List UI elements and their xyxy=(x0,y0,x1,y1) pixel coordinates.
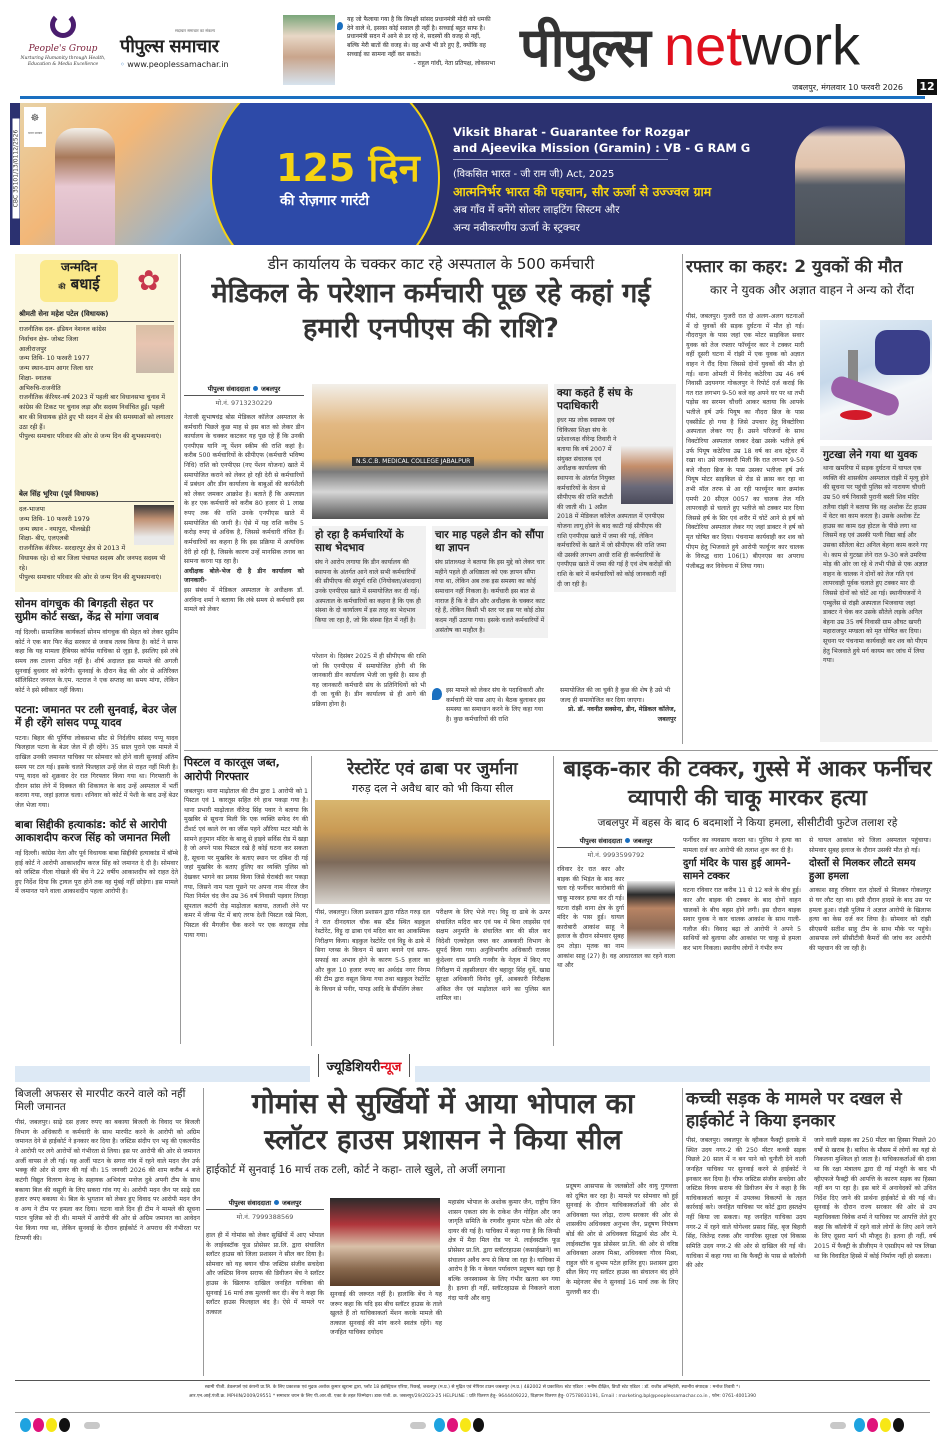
murder-subhead-3: दोस्तों से मिलकर लौटते समय हुआ हमला xyxy=(809,858,916,882)
column-divider xyxy=(203,1088,204,1376)
registration-marks-left xyxy=(20,1418,100,1432)
website-link[interactable]: ◦ www.peoplessamachar.in xyxy=(120,60,229,69)
column-divider xyxy=(682,1088,683,1376)
imprint-line-2: आर.एन.आई.पंजी.क्र. MPHIN/2009/29551 * समाचार चयन के लिए पी.आर.बी. एक्ट के तहत जिम्मेदार। डाक पंजी. क्र. जबलपुर/29/2023-25 HELPLINE : प्रति वितरण हेतु- 9644409222, विज्ञापन वितरण हेतु- 07578031191, Email : marketing.bpl@peoplessamachar.co.in , फोन: 0761-4001390 xyxy=(188,1394,757,1399)
murder-sub: जबलपुर में बहस के बाद 6 बदमाशों ने किया हमला, सीसीटीवी फुटेज तलाश रहे xyxy=(597,817,898,830)
restaurant-body-1: पीसं, जबलपुर। जिला प्रशासन द्वारा गठित गरुड़ दल ने रात दीनदयाल चौक बस स्टैंड स्थित बड़कुल रेस्टोरेंट, विट्टू दा ढाबा एवं मदिरा बार का आकस्मिक निरीक्षण किया। बड़कुल रेस्टोरेंट एवं विट्टू के ढाबे में बिना ग्लव्स के किचन में खाना बनाने एवं साफ-सफाई का अभाव होने के कारण 5-5 हजार का और कुल 10 हजार रुपए का अर्थदंड नगर निगम की टीम द्वारा वसूल किया गया तथा बड़कुल रेस्टोरेंट के किचन से पनीर, पापड़ आदि के सैंपलिंग लेकर xyxy=(315,909,430,993)
reporter-mobile: मो.नं. 9713230229 xyxy=(215,399,273,407)
news-item[interactable] xyxy=(15,598,178,696)
restaurant-headline: रेस्टोरेंट एवं ढाबा पर जुर्माना xyxy=(347,759,518,779)
birthday-person-2: बेल सिंह भूरिया (पूर्व विधायक) दल-भाजपा जन्म तिथि- 10 फरवरी 1979 जन्म स्थान - नयापुरा, भीलखेड़ी शिक्षा- बीए, एलएलबी राजनीतिक कॅरियर- सरदारपुर क्षेत्र से 2013 में विधायक रहे। दो बार जिला पंचायत सदस्य और जनपद सदस्य भी रहे। पीपुल्स समाचार परिवार की ओर से जन्म दिन की शुभकामनाएं। xyxy=(19,490,174,583)
judiciary-band-left xyxy=(15,1066,310,1082)
pm-photo xyxy=(795,125,905,245)
union-officials-box: क्या कहते हैं संघ के पदाधिकारी इधर मप्र लोक स्वास्थ्य एवं चिकित्सा शिक्षा संघ के प्रदेशाध्यक्ष वीरेन्द्र तिवारी ने बताया कि वर्ष 2007 में संयुक्त संचालक एवं अधीक्षक कार्यालय की स्थापना के अंतर्गत नियुक्त कर्मचारियों के वेतन से सीपीएफ की राशि कटौती की जाती थी। 1 अप्रैल 2018 में मेडिकल कॉलेज अस्पताल में एनपीएस योजना लागू होने के बाद काटी गई सीपीएफ की राशि एनपीएस खाते में जमा की गई, लेकिन कर्मचारियों के खाते में जो सीपीएफ की राशि जमा थी उसकी लगभग आधी राशि ही कर्मचारियों के एनपीएस खाते में जमा की गई है एवं शेष करोड़ों की राशि के बारे में कर्मचारियों को कोई जानकारी नहीं दी जा रही है। xyxy=(554,384,676,592)
footer-rule-2 xyxy=(15,1412,930,1413)
news-body: नई दिल्ली। सामाजिक कार्यकर्ता सोनम वांगचुक की सेहत को लेकर सुप्रीम कोर्ट ने एक बार फिर केंद्र सरकार से जवाब तलब किया है। कोर्ट ने साफ कहा कि यह मामला हैबियस कॉर्पस याचिका से जुड़ा है, इसलिए इसे लंबे समय तक टालना उचित नहीं है। शीर्ष अदालत इस मामले की अगली सुनवाई बुधवार को करेगी। सुनवाई के दौरान केंद्र की ओर से अतिरिक्त सॉलिसिटर जनरल के.एम. नटराज ने एक सप्ताह का समय मांगा, लेकिन कोर्ट ने इसे स्वीकार नहीं किया। xyxy=(15,629,178,694)
slaughterhouse-story[interactable] xyxy=(206,1086,680,1177)
lead-kicker: डीन कार्यालय के चक्कर काट रहे अस्पताल के 500 कर्मचारी xyxy=(267,255,595,273)
column-divider xyxy=(180,254,181,1044)
reporter-mobile: मो.नं. 7999388569 xyxy=(236,1213,294,1221)
murder-headline: बाइक-कार की टक्कर, गुस्से में आकर फर्नीचर व्यापारी की चाकू मारकर हत्या xyxy=(563,757,932,811)
black-dot-icon xyxy=(59,1418,70,1432)
section-title-hindi: पीपुल्स xyxy=(520,16,649,79)
yellow-dot-icon xyxy=(880,1418,891,1432)
bullet-dot-icon xyxy=(253,386,258,391)
dean-quote: इस मामले को लेकर संघ के पदाधिकारी और कर्मचारी मेरे पास आए थे। बैठक बुलाकर इस समस्या का समाधान करने के लिए कहा गया है। कुछ कर्मचारियों की राशि समायोजित की जा चुकी है कुछ की शेष है उसे भी जल्द ही समायोजित कर दिया जाएगा। प्रो. डॉ. नवनीत सक्सेना, डीन, मेडिकल कॉलेज, जबलपुर xyxy=(432,686,676,724)
gavel-photo xyxy=(330,1198,440,1286)
dean-quote-author: प्रो. डॉ. नवनीत सक्सेना, डीन, मेडिकल कॉलेज, जबलपुर xyxy=(568,706,676,723)
ad-scheme-hi: (विकसित भारत - जी राम जी) Act, 2025 xyxy=(453,169,615,180)
left-news-column xyxy=(15,598,178,897)
birthday-title: जन्मदिन की बधाई xyxy=(40,260,118,302)
ad-divider xyxy=(453,159,668,160)
black-dot-icon xyxy=(473,1418,484,1432)
yellow-dot-icon xyxy=(460,1418,471,1432)
accident-sub: कार ने युवक और अज्ञात वाहन ने अन्य को रौंदा xyxy=(709,283,915,297)
logo-icon xyxy=(50,12,76,38)
column-divider xyxy=(682,254,683,744)
slaughterhouse-col-4: प्रदूषण आसपास के जलस्रोतों और वायु गुणवत्ता को दूषित कर रहा है। मामले पर सोमवार को हुई सुनवाई के दौरान याचिकाकर्ताओं की ओर से अधिवक्ता यश लोढ़ा, राज्य सरकार की ओर से शासकीय अधिवक्ता अनुभव जैन, प्रदूषण नियंत्रण बोर्ड की ओर से अधिवक्ता सिद्धार्थ सेठ और मे. लाईवस्टॉक फूड प्रोसेसर प्रा.लि. की ओर से वरिष्ठ अधिवक्ता अजय मिश्रा, अधिवक्ता गौरव मिश्रा, राहुल चौरे व शुभम पटेल हाजिर हुए। प्रशासन द्वारा सील किए गए स्लॉटर हाउस का संचालन बंद होने के मद्देनजर बेंच ने सुनवाई 16 मार्च तक के लिए मुल्तवी कर दी। xyxy=(566,1183,678,1296)
restaurant-story[interactable] xyxy=(315,756,550,1004)
ad-side-code: CBC 35101/13/0112/2526 xyxy=(13,119,20,219)
lead-body-superintendent: इस संबंध में मेडिकल अस्पताल के अधीक्षक डॉ. अरविन्द शर्मा ने बताया कि लंबे समय से कर्मचारी इस मामले को लेकर xyxy=(184,586,304,614)
flower-basket-icon: ✿ xyxy=(137,264,161,297)
emblem-icon: ☸ भारत सरकार xyxy=(24,107,46,147)
registration-marks-right xyxy=(830,1418,904,1432)
cyan-dot-icon xyxy=(854,1418,865,1432)
person-1-details: राजनीतिक दल- इंडियन नेशनल कांग्रेस निर्वाचन क्षेत्र- जोबट जिला आलीराजपुर जन्म तिथि- 10 फरवरी 1977 जन्म स्थान-ग्राम आगर जिला धार शिक्षा- स्नातक अभिरुचि-राजनीति xyxy=(19,326,107,392)
electricity-body: पीसं, जबलपुर। साढ़े दस हजार रुपए का बकाया बिजली के विवाद पर बिजली विभाग के अधिकारी व कर्मचारी के साथ मारपीट करने के आरोपी को अग्रिम जमानत देने से हाईकोर्ट ने इनकार कर दिया है। जस्टिस संदीप एन भट्ट की एकलपीठ ने आरोपी पर लगे आरोपों को गंभीरता से लिया। इस पर आरोपी की ओर से जमानत अर्जी वापस ले ली गई। यह अर्जी पाटन के सगरा गांव में रहने वाले मदन जैन उर्फ भक्कू की ओर से दायर की गई थी। 15 जनवरी 2026 की शाम करीब 4 बजे कटंगी विद्युत वितरण केन्द्र के सहायक अभियंता मनोज दुबे अपनी टीम के साथ बकाया बिल की वसूली के लिए सकरा गांव गए थे। आरोपी मदन जैन पर साढ़े दस हजार रुपए बकाया थे। बिल के भुगतान को लेकर हुए विवाद पर आरोपी मदन जैन व अन्य ने टीम पर हमला कर दिया। घटना वाले दिन ही टीम ने मामले की सूचना पाटन पुलिस को दी थी। मामले में आरोपी की ओर से अग्रिम जमानत का आवेदन पेश किया गया था, लेकिन सुनवाई के दौरान हाईकोर्ट ने अपराध की गंभीरता पर टिप्पणी की। xyxy=(15,1119,200,1242)
yellow-dot-icon xyxy=(46,1418,57,1432)
slaughterhouse-col-3: महासंघ भोपाल के अशोक कुमार जैन, राष्ट्रीय जिन शासन एकता संघ के राकेश जैन गोहिल और जन जागृति समिति के रणवीर कुमार पटेल की ओर से दायर की गई है। याचिका में कहा गया है कि जिन्सी क्षेत्र में मैदा मिल रोड पर मे. लाईवस्टॉक फूड प्रोसेसर प्रा.लि. द्वारा स्लॉटरहाउस (कसाईखाने) का संचालन अवैध रूप से किया जा रहा है। याचिका में आरोप है कि न केवल पर्यावरण प्रदूषण बढ़ा रहा है बल्कि जनस्वास्थ्य के लिए गंभीर खतरा बन गया है। इतना ही नहीं, स्लॉटरहाउस से निकलने वाला गंदा पानी और वायु xyxy=(448,1199,560,1303)
person-1-name: श्रीमती सेना महेश पटेल (विधायक) xyxy=(19,310,174,322)
kachchi-road-body-1: पीसं, जबलपुर। जबलपुर के व्हीकल फैक्ट्री इलाके में स्थित उदय नगर-2 की 250 मीटर कच्ची सड़क पिछले 20 साल में न बन पाने को चुनौती देने वाली जनहित याचिका पर सुनवाई करने से हाईकोर्ट ने इनकार कर दिया है। चीफ जस्टिस संजीव सचदेवा और जस्टिस विनय सराफ की डिवीजन बेंच ने कहा है कि याचिकाकर्ता कानून में उपलब्ध विकल्पों के तहत कार्रवाई करे। जनहित याचिका पर कोर्ट द्वारा हस्तक्षेप नहीं किया जा सकता। यह जनहित याचिका उदय नगर-2 में रहने वाले योगेश्वर प्रसाद सिंह, बृज बिहारी सिंह, जितेन्द्र रजक और नागरिक सुरक्षा एवं विकास समिति उदय नगर-2 की ओर से दाखिल की गई थी। याचिका में कहा गया था कि फैक्ट्री के पास से कॉलोनी की ओर xyxy=(686,1137,806,1270)
pistol-body: जबलपुर। थाना माढ़ोताल की टीम द्वारा 1 आरोपी को 1 पिस्टल एवं 1 कारतूस सहित रंगे हाथ पकड़ा गया है। थाना प्रभारी माढ़ोताल वीरेन्द्र सिंह पवार ने बताया कि मुखबिर से सूचना मिली कि एक व्यक्ति सफेद रंग की टीशर्ट एवं काले रंग का जींस पहने औरिया मटर मंडी के सामने हनुमान मंदिर के बाजू से हाइवे सर्विस रोड में खड़ा है जो अपने पास पिस्टल रखे है कोई घटना कर सकता है, सूचना पर मुखबिर के बताए स्थान पर दबिश दी गई जहां मुखबिर के बताए हुलिए का व्यक्ति पुलिस को देखकर भागने का प्रयास किया जिसे घेराबंदी कर पकड़ा गया, जिसने नाम पता पूछने पर अपना नाम नीरज जैन पिता निर्मल चंद जैन उम्र 36 वर्ष निवासी पड़वार तिराहा सूपताल कटंगी रोड़ माढ़ोताल बताया, तलाशी लेने पर कमर में जीन्स पेंट में बाएं तरफ देशी पिस्टल रखे मिला, पिस्टल की मैगजीन चैक करने पर एक कारतूस लोड पाया गया। xyxy=(184,787,308,939)
masthead xyxy=(0,0,945,100)
reporter-mobile: मो.नं. 9993599792 xyxy=(587,851,645,860)
restaurant-sub: गरुड़ दल ने अवैध बार को भी किया सील xyxy=(351,782,514,795)
section-title-work: work xyxy=(741,13,861,77)
section-title xyxy=(520,8,860,82)
group-name: People's Group xyxy=(28,44,98,54)
dateline: जबलपुर, मंगलवार 10 फरवरी 2026 xyxy=(792,83,903,92)
quote-mark-icon xyxy=(337,22,343,30)
judiciary-band-right xyxy=(415,1066,930,1082)
discrimination-box: हो रहा है कर्मचारियों के साथ भेदभाव संघ ने आरोप लगाया कि डीन कार्यालय की स्थापना के अंतर्गत आने वाले सभी कर्मचारियों की सीपीएफ की संपूर्ण राशि (नियोक्ता/अंशदान) उनके एनपीएस खाते में समायोजित कर दी गई। अस्पताल के कर्मचारियों का कहना है कि एक ही संस्था के दो कार्यालय में इस तरह का भेदभाव किया जा रहा है, जो कि संस्था हित में नहीं है। xyxy=(312,526,426,629)
lead-col-1 xyxy=(184,384,304,615)
column-divider xyxy=(553,756,554,1046)
accident-headline: रफ्तार का कहर: 2 युवकों की मौत xyxy=(686,257,903,277)
news-item[interactable] xyxy=(15,704,178,811)
column-divider xyxy=(311,756,312,1046)
magenta-dot-icon xyxy=(867,1418,878,1432)
news-item[interactable] xyxy=(15,819,178,897)
news-headline: पटना: जमानत पर टली सुनवाई, बेउर जेल में ही रहेंगे सांसद पप्पू यादव xyxy=(15,703,177,729)
accident-illustration xyxy=(820,320,932,440)
pistol-headline: पिस्टल व कारतूस जब्त, आरोपी गिरफ्तार xyxy=(184,756,280,783)
black-dot-icon xyxy=(893,1418,904,1432)
news-body: नई दिल्ली। कांग्रेस नेता और पूर्व विधायक बाबा सिद्दीकी हत्याकांड में बॉम्बे हाई कोर्ट ने आरोपी आकाशदीप करज सिंह को जमानत दे दी है। सोमवार को जस्टिस नीला गोखले की बेंच ने 22 वर्षीय आकाशदीप को राहत देते हुए निर्देश दिया कि ट्रायल पूरा होने तक वह मुंबई नहीं छोड़ेगा। इस मामले में जमानत पाने वाला आकाशदीप पहला आरोपी है। xyxy=(15,849,178,896)
imprint-line-1: स्वामी पीजी. डेवलपर्स एवं कंपनी प्रा.लि. के लिए प्रकाशक एवं मुद्रक अशोक कुमार खुराना द्वारा, प्लॉट 18 इंडस्ट्रियल एरिया, रिछाई, जबलपुर (म.प्र.) से मुद्रित एवं नेपियर टाउन जबलपुर (म.प्र.) 482002 से प्रकाशित। स्टेट एडिटर : मनीष दीक्षित, डिप्टी स्टेट एडिटर : डॉ. राजीव अग्निहोत्री, स्थानीय संपादक : मनोज तिवारी *। xyxy=(204,1385,741,1390)
kachchi-road-headline: कच्ची सड़क के मामले पर दखल से हाईकोर्ट ने किया इनकार xyxy=(686,1089,902,1132)
globe-icon: ◦ xyxy=(120,60,128,69)
judiciary-section-label: ज्यूडिशियरीन्यूज xyxy=(318,1054,410,1077)
person-2-wish: पीपुल्स समाचार परिवार की ओर से जन्म दिन की शुभकामनाएं। xyxy=(19,574,162,582)
lead-story[interactable] xyxy=(184,254,678,746)
paper-name: पीपुल्स समाचार xyxy=(120,36,219,57)
quote-author: - राहुल गांधी, नेता प्रतिपक्ष, लोकसभा xyxy=(413,60,495,68)
blood-shape xyxy=(840,410,872,420)
ad-slogan: आत्मनिर्भर भारत की पहचान, सौर ऊर्जा से उज्ज्वल ग्राम xyxy=(453,184,712,199)
murder-story[interactable]: बाइक-कार की टक्कर, गुस्से में आकर फर्नीचर व्यापारी की चाकू मारकर हत्या जबलपुर में बहस के बाद 6 बदमाशों ने किया हमला, सीसीटीवी फुटेज तलाश रहे पीपुल्स संवाददाता जबलपुर मो.नं. 9993599792 रविवार देर रात कार और बाइक की भिड़ंत के बाद कार चला रहे फर्नीचर कारोबारी की चाकू मारकर हत्या कर दी गई। घटना रांझी थाना क्षेत्र के दुर्गा मंदिर के पास हुई। घायल कारोबारी आकांश साहू ने इलाज के दौरान सोमवार सुबह दम तोड़ा। मृतक का नाम आकांश साहू (27) है। वह आधारताल का रहने वाला था और फर्नीचर का व्यवसाय करता था। पुलिस ने हत्या का मामला दर्ज कर आरोपी की तलाश शुरू कर दी है। दुर्गा मंदिर के पास हुई आमने-सामने टक्कर घटना रविवार रात करीब 11 से 12 बजे के बीच हुई। कार और बाइक की टक्कर के बाद दोनों वाहन चालकों के बीच बहस होने लगी। इस दौरान बाइक सवार युवक ने कार चालक आकांश के साथ गाली-गलौज की। विवाद बढ़ा तो आरोपी ने अपने 5 साथियों को बुलाया और आकांश पर चाकू से हमला कर भाग निकला। स्थानीय लोगों ने गंभीर रूप से घायल आकांश को जिला अस्पताल पहुंचाया। सोमवार सुबह इलाज के दौरान उसकी मौत हो गई। दोस्तों से मिलकर लौटते समय हुआ हमला आकाश साहू रविवार रात दोस्तों से मिलकर गोकलपुर से घर लौट रहा था। इसी दौरान हादसे के बाद उस पर हमला हुआ। रांझी पुलिस ने अज्ञात आरोपी के खिलाफ हत्या का केस दर्ज कर लिया है। सोमवार को रांझी सीएसपी सतीश साहू टीम के साथ मौके पर पहुंचे। आसपास लगे सीसीटीवी कैमरों की जांच कर आरोपी की पहचान की जा रही है। xyxy=(557,756,938,971)
lead-subhead-superintendent: अधीक्षक बोले-भेज दी है डीन कार्यालय को जानकारी- xyxy=(184,567,304,585)
slaughterhouse-col-1: पीपुल्स संवाददाता जबलपुर मो.नं. 7999388569 हाल ही में गोमांस को लेकर सुर्खियों में आए भोपाल के लाईवस्टॉक फूड प्रोसेसर प्रा.लि. द्वारा संचालित स्लॉटर हाउस को जिला प्रशासन ने सील कर दिया है। सोमवार को यह बयान चीफ जस्टिस संजीव सचदेवा और जस्टिस विनय सराफ की डिवीजन बेंच ने स्लॉटर हाउस के खिलाफ दाखिल जनहित याचिका की सुनवाई 16 मार्च तक मुल्तवी कर दी। बेंच ने कहा कि स्लॉटर हाउस फिलहाल बंद है। ऐसे में मामले पर तत्काल xyxy=(206,1199,324,1316)
ad-days-sub: की रोज़गार गारंटी xyxy=(280,193,370,209)
vehicle-shape xyxy=(875,330,930,375)
slaughterhouse-headline: गोमांस से सुर्खियों में आया भोपाल का स्लॉटर हाउस प्रशासन ने किया सील xyxy=(251,1087,635,1157)
quote-photo xyxy=(283,15,335,85)
slaughterhouse-col-2: सुनवाई की जरूरत नहीं है। हालांकि बेंच ने यह जरूर कहा कि यदि इस बीच स्लॉटर हाउस के ताले खुलते हैं तो याचिकाकर्ता मेंशन करके मामले की तत्काल सुनवाई की मांग करने स्वतंत्र रहेंगे। यह जनहित याचिका दयोदय xyxy=(330,1291,442,1337)
gray-pill-icon xyxy=(410,1422,426,1429)
leader-quote xyxy=(347,16,495,67)
ad-days-big: 125 दिन xyxy=(276,146,420,190)
photo-sign: N.S.C.B. MEDICAL COLLEGE JABALPUR xyxy=(352,457,474,466)
lead-body-1: नेताजी सुभाषचंद्र बोस मेडिकल कॉलेज अस्पताल के कर्मचारी पिछले कुछ माह से इस बात को लेकर डीन कार्यालय के चक्कर काटकर यह पूछ रहे हैं कि उनकी एनपीएस यानि न्यू पेंशन स्कीम की राशि कहां है। करीब 500 कर्मचारियों के सीपीएफ (कर्मचारी भविष्य निधि) राशि को एनपीएस (नए पेंशन योजना) खाते में समायोजित कराने को लेकर हो रही देरी से कर्मचारियों में प्रबंधन और डीन कार्यालय के बाबुओं की कार्यशैली को लेकर जमकर आक्रोश है। बताते हैं कि अस्पताल के हर एक कर्मचारी को करीब 80 हजार से 1 लाख रुपए तक की राशि उनके एनपीएस खाते में समायोजित की जानी है। ऐसे में यह राशि करीब 5 करोड़ रुपए से अधिक है, जिससे कर्मचारी वंचित हैं। कर्मचारियों का कहना है कि इस प्रक्रिया में अत्यधिक देरी हो रही है, जिसके कारण उन्हें मानसिक तनाव का सामना करना पड़ रहा है। xyxy=(184,414,304,566)
medical-college-photo xyxy=(312,384,548,519)
lead-col-2: परेशान थे। दिसंबर 2025 में ही सीपीएफ की राशि जो कि एनपीएस में समायोजित होनी थी कि जानकारी डीन कार्यालय भेजी जा चुकी है। साथ ही यह जानकारी कर्मचारी संघ के प्रतिनिधियों को भी दी जा चुकी है। डीन कार्यालय से ही आगे की प्रक्रिया होना है। xyxy=(312,653,426,709)
person-2-photo xyxy=(134,505,174,545)
quote-text: यह जो फैलाया गया है कि विपक्षी सांसद प्रधानमंत्री मोदी को धमकी देने वाले थे, इसका कोई सवाल ही नहीं है। सच्चाई बहुत साफ है। प्रधानमंत्री सदन में आने से डर रहे थे, सदस्यों की वजह से नहीं, बल्कि मेरी बातों की वजह से। वह अभी भी डरे हुए हैं, क्योंकि वह सच्चाई का सामना नहीं कर सकते। xyxy=(347,16,491,58)
news-headline: सोनम वांगचुक की बिगड़ती सेहत पर सुप्रीम कोर्ट सख्त, केंद्र से मांगा जवाब xyxy=(15,598,159,624)
electricity-headline: बिजली अफसर से मारपीट करने वाले को नहीं मिली जमानत xyxy=(15,1088,186,1114)
magenta-dot-icon xyxy=(33,1418,44,1432)
accident-story[interactable] xyxy=(686,254,938,746)
peoples-group-logo[interactable] xyxy=(18,12,108,87)
quote-mark-icon xyxy=(432,688,442,700)
electricity-story[interactable] xyxy=(15,1088,200,1243)
murder-body-1: रविवार देर रात कार और बाइक की भिड़ंत के बाद कार चला रहे फर्नीचर कारोबारी की चाकू मारकर हत्या कर दी गई। घटना रांझी थाना क्षेत्र के दुर्गा मंदिर के पास हुई। घायल कारोबारी आकांश साहू ने इलाज के दौरान सोमवार सुबह दम तोड़ा। मृतक का नाम आकांश साहू (27) है। वह आधारताल का रहने वाला था और xyxy=(557,866,675,970)
bullet-dot-icon xyxy=(625,838,630,843)
birthday-box xyxy=(15,254,178,592)
registration-marks-center xyxy=(410,1418,484,1432)
ad-scheme-en-1: Viksit Bharat - Guarantee for Rozgar xyxy=(453,125,690,139)
news-headline: बाबा सिद्दीकी हत्याकांड: कोर्ट से आरोपी आकाशदीप करज सिंह को जमानत मिली xyxy=(15,818,170,844)
person-1-photo xyxy=(136,325,174,373)
kachchi-road-story[interactable] xyxy=(686,1088,938,1271)
page-number: 12 xyxy=(917,79,937,95)
pistol-story[interactable] xyxy=(184,756,308,940)
restaurant-body-2: परीक्षण के लिए भेजे गए। विट्टू दा ढाबे के ऊपर संचालित मदिरा बार एवं पब में बिना लाइसेंस एवं सक्षम अनुमति के संचालित बार की सील कर विदेशी एल्कोहल जब्त कर आबकारी विभाग के सुपर्द किया गया। अनुविभागीय अधिकारी राजस्व कुंदेश्वर धाम प्रगति गनवीर के नेतृत्व में किए गए निरीक्षण में तहसीलदार वीर बहादुर सिंह धुर्वे, खाद्य सुरक्षा अधिकारी विनोद धुर्वे, आबकारी निरीक्षक अंकित जैन एवं माढ़ोताल थाने का पुलिस बल शामिल था। xyxy=(436,909,550,1003)
victim-photo xyxy=(627,881,675,949)
cyan-dot-icon xyxy=(434,1418,445,1432)
restaurant-photo xyxy=(315,800,550,904)
virendra-tiwari-photo xyxy=(621,446,673,504)
person-1-career: राजनीतिक कॅरियर-वर्ष 2023 में पहली बार विधानसभा चुनाव में कांग्रेस की टिकट पर चुनाव लड़ा और सदस्य निर्वाचित हुईं। पहली बार की विधायक होते हुए भी सदन में क्षेत्र की समस्याओं को लगातार उठा रही हैं। xyxy=(19,394,174,431)
person-1-wish: पीपुल्स समाचार परिवार की ओर से जन्म दिन की शुभकामनाएं। xyxy=(19,433,162,441)
byline: पीपुल्स संवाददाता जबलपुर xyxy=(557,836,675,848)
group-tagline: Nurturing Humanity through Health, Education & Media Excellence xyxy=(20,56,106,67)
ad-banner[interactable] xyxy=(10,103,932,245)
ad-scheme-en-2: and Ajeevika Mission (Gramin) : VB - G RAM G xyxy=(453,141,751,155)
person-2-name: बेल सिंह भूरिया (पूर्व विधायक) xyxy=(19,490,174,502)
paper-logo[interactable] xyxy=(120,28,270,69)
slaughterhouse-sub: हाईकोर्ट में सुनवाई 16 मार्च तक टली, कोर्ट ने कहा- ताले खुले, तो अर्जी लगाना xyxy=(206,1163,506,1176)
gray-pill-icon xyxy=(84,1422,100,1429)
lead-headline: मेडिकल के परेशान कर्मचारी पूछ रहे कहां गई हमारी एनपीएस की राशि? xyxy=(211,278,651,345)
cyan-dot-icon xyxy=(20,1418,31,1432)
byline: पीपुल्स संवाददाता जबलपुर xyxy=(206,1198,324,1210)
birthday-person-1 xyxy=(19,310,174,442)
memorandum-box: चार माह पहले डीन को सौंपा था ज्ञापन संघ प्रांताध्यक्ष ने बताया कि इस मुद्दे को लेकर चार महीने पहले ही अधिष्ठाता को एक ज्ञापन सौंपा गया था, लेकिन अब तक इस समस्या का कोई समाधान नहीं निकला है। कर्मचारी इस बात से नाराज हैं कि वे डीन और अधीक्षक के चक्कर काट रहे हैं, लेकिन किसी भी स्तर पर इस पर कोई ठोस कदम नहीं उठाया गया। इसके चलते कर्मचारियों में असंतोष का माहौल है। xyxy=(432,526,548,638)
byline: पीपुल्स संवाददाता जबलपुर xyxy=(184,384,304,396)
accident-body: पीसं, जबलपुर। गुजरी रात दो अलग-अलग घटनाओं में दो युवकों की सड़क दुर्घटना में मौत हो गई। नौदरापुल के पास जहां एक मोटर साइकिल सवार युवक को तेज रफ्तार फॉर्च्यूनर कार ने टक्कर मारी वहीं दूसरी घटना में रांझी में एक युवक को अज्ञात वाहन ने रौंद दिया जिससे दोनों युवकों की मौत हो गई। थाना ओमती में विनोद कठेरिया उम्र 46 वर्ष निवासी उदयनगर गोकलपुर ने रिपोर्ट दर्ज कराई कि गत रात लगभग 9-50 बजे वह अपने घर पर था तभी पड़ोस का सरमन चौधरी आकर बताया कि आपके भतीजे हर्ष उर्फ पियूष का नौदरा ब्रिज के पास एक्सीडेंट हो गया है जिसे उपचार हेतु विक्टोरिया अस्पताल लेकर गए हैं। उसने परिजनों के साथ विक्टोरिया अस्पताल जाकर देखा उसके भतीजे हर्ष उर्फ पियूष कठेरिया उम्र 18 वर्ष का शव स्ट्रेचर में रखा था। उसे जानकारी मिली कि रात लगभग 9-50 बजे नौदरा ब्रिज के पास उसका भतीजा हर्ष उर्फ पियूष मोटर साइकिल से रोड से क्रास कर रहा था तभी मॉल तरफ से आ रही फार्च्यूनर कार क्रमांक एमपी 20 सीएल 0057 का चालक तेज गति लापरवाही से चलाते हुए भतीजे को टक्कर मार दिया जिससे हर्ष के सिर एवं शरीर में चोटें आने से हर्ष को विक्टोरिया अस्पताल लेकर गए जहां डाक्टर ने हर्ष को मृत घोषित कर दिया। पंचनामा कार्यवाही कर शव को पीएम हेतु भिजवाते हुये आरोपी फार्चुनर कार चालक के विरुद्ध धारा 106(1) बीएनएस का अपराध पंजीबद्ध कर विवेचना में लिया गया। xyxy=(686,313,804,570)
row-rule xyxy=(184,750,938,751)
murder-subhead-2: दुर्गा मंदिर के पास हुई आमने-सामने टक्कर xyxy=(683,858,791,882)
bullet-dot-icon xyxy=(274,1200,279,1205)
ad-line-2: अन्य नवीकरणीय ऊर्जा के स्ट्रक्चर xyxy=(453,222,580,234)
footer-rule xyxy=(15,1380,930,1381)
news-body: पटना। बिहार की पूर्णिया लोकसभा सीट से निर्दलीय सांसद पप्पू यादव फिलहाल पटना के बेउर जेल में ही रहेंगे। 35 साल पुराने एक मामले में दाखिल उनकी जमानत याचिका पर सोमवार को होने वाली सुनवाई अंतिम समय पर टल गई। इसके चलते फिलहाल उन्हें जेल से राहत नहीं मिली है। पप्पू यादव को शुक्रवार देर रात गिरफ्तार किया गया था। गिरफ्तारी के दौरान सांस लेने में दिक्कत की शिकायत के बाद उन्हें अस्पताल में भर्ती कराया गया, जहां इलाज चला। शनिवार को कोर्ट में पेशी के बाद उन्हें बेउर जेल भेजा गया। xyxy=(15,734,178,810)
kachchi-road-body-2: जाने वाली सड़क का 250 मीटर का हिस्सा पिछले 20 वर्षों से खराब है। बारिश के मौसम में लोगों का यहां से निकलना मुश्किल हो जाता है। याचिकाकर्ताओं की दावा था कि रक्षा मंत्रालय द्वारा दी गई मंजूरी के बाद भी व्हीएफजे फैक्ट्री की आपत्ति के कारण सड़क का हिस्सा नहीं बन पा रहा है। इस बारे में अनावेदकों को उचित निर्देश दिए जाने की प्रार्थना हाईकोर्ट से की गई थी। सुनवाई के दौरान राज्य सरकार की ओर से उप महाधिवक्ता विवेक शर्मा ने याचिका पर आपत्ति लेते हुए कहा कि कॉलोनी में रहने वाले लोगों के लिए आने जाने के लिए दूसरा मार्ग भी मौजूद है। इतना ही नहीं, वर्ष 2015 में फैक्ट्री के डीजीएम ने एसडीएम को पत्र लिखा था कि विवादित हिस्से में कोई निर्माण नहीं हो सकता। xyxy=(814,1137,936,1260)
section-title-net: net xyxy=(663,13,742,77)
farmer-photo xyxy=(55,128,115,245)
ad-line-1: अब गाँव में बनेंगे सोलर लाइटिंग सिस्टम और xyxy=(453,204,620,216)
gray-pill-icon xyxy=(830,1422,846,1429)
person-2-career: राजनीतिक कॅरियर- सरदारपुर क्षेत्र से 2013 में विधायक रहे। दो बार जिला पंचायत सदस्य और जनपद सदस्य भी रहे। xyxy=(19,545,166,572)
magenta-dot-icon xyxy=(447,1418,458,1432)
masthead-rule xyxy=(20,96,925,99)
gutkha-box: गुटखा लेने गया था युवक थाना खमरिया में सड़क दुर्घटना में घायल एक व्यक्ति की शासकीय अस्पताल रांझी में मृत्यु होने की सूचना पर पहुंची पुलिस को नारायण चौधरी उम्र 50 वर्ष निवासी पुरानी बस्ती शिव मंदिर तलैया रांझी ने बताया कि वह अशोक टेंट हाउस में वेटर का काम करता है। उसके अशोक टेंट हाउस का काम दक्ष होटल के पीछे लगा था जिसमें वह एवं उसकी पत्नी विद्या बाई और उसका सौतेला बेटा अनिल बेहना काम करने गए थे। काम से गुटखा लेने रात 9-30 बजे उमरिया मोड़ की ओर जा रहे थे तभी पीछे से एक अज्ञात वाहन के चालक ने दोनों को तेज गति एवं लापरवाही पूर्वक चलाते हुए टक्कर मार दी जिससे दोनों को चोटें आ गई। स्थानीयजनों ने एम्बुलेंस से रांझी अस्पताल भिजवाया जहां डाक्टर ने चेक कर उसके सौतेले लड़के अनिल बेहना उम्र 35 वर्ष निवासी ग्राम औघट खपरी महाराजपुर मण्डला को मृत घोषित कर दिया। सूचना पर पंचनामा कार्यवाही कर शव को पीएम हेतु भिजवाते हुये मर्ग कायम कर जांच में लिया गया। xyxy=(820,446,932,742)
paper-tagline: सदाचार समाचार का संकल्प xyxy=(174,28,216,33)
